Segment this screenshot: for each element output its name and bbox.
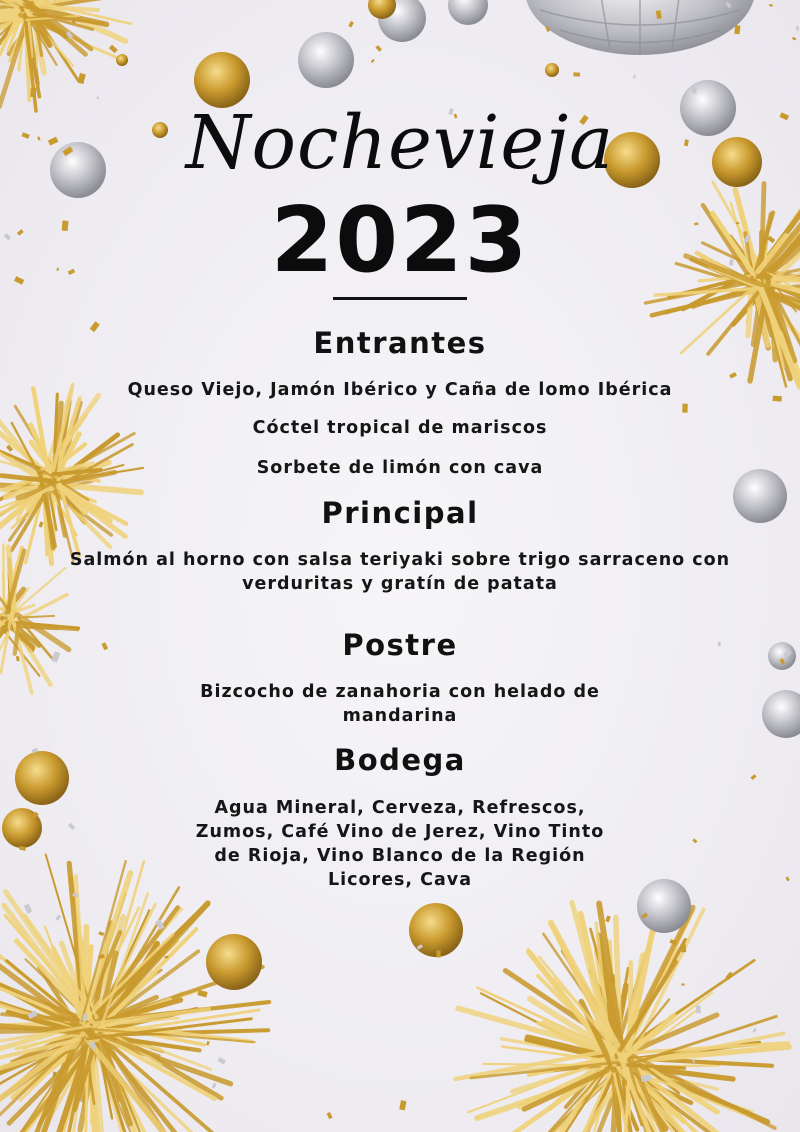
item-bodega-4: Licores, Cava (327, 870, 473, 890)
item-postre-1: Bizcocho de zanahoria con helado de (200, 682, 600, 702)
item-entrantes-3: Sorbete de limón con cava (256, 458, 544, 478)
item-bodega-2: Zumos, Café Vino de Jerez, Vino Tinto (195, 822, 605, 842)
script-title: Nochevieja (185, 100, 615, 186)
item-principal-2: verduritas y gratín de patata (242, 574, 558, 594)
item-principal-1: Salmón al horno con salsa teriyaki sobre trigo sarraceno con (69, 550, 731, 570)
item-postre-2: mandarina (342, 706, 458, 726)
heading-entrantes: Entrantes (313, 326, 487, 360)
item-entrantes-1: Queso Viejo, Jamón Ibérico y Caña de lomo Ibérica (127, 380, 673, 400)
year-title: 2023 (270, 188, 530, 293)
item-entrantes-2: Cóctel tropical de mariscos (252, 418, 548, 438)
heading-principal: Principal (321, 496, 479, 530)
heading-bodega: Bodega (334, 743, 466, 777)
heading-postre: Postre (342, 628, 458, 662)
item-bodega-1: Agua Mineral, Cerveza, Refrescos, (214, 798, 586, 818)
item-bodega-3: de Rioja, Vino Blanco de la Región (214, 846, 586, 866)
title-divider (333, 297, 467, 300)
